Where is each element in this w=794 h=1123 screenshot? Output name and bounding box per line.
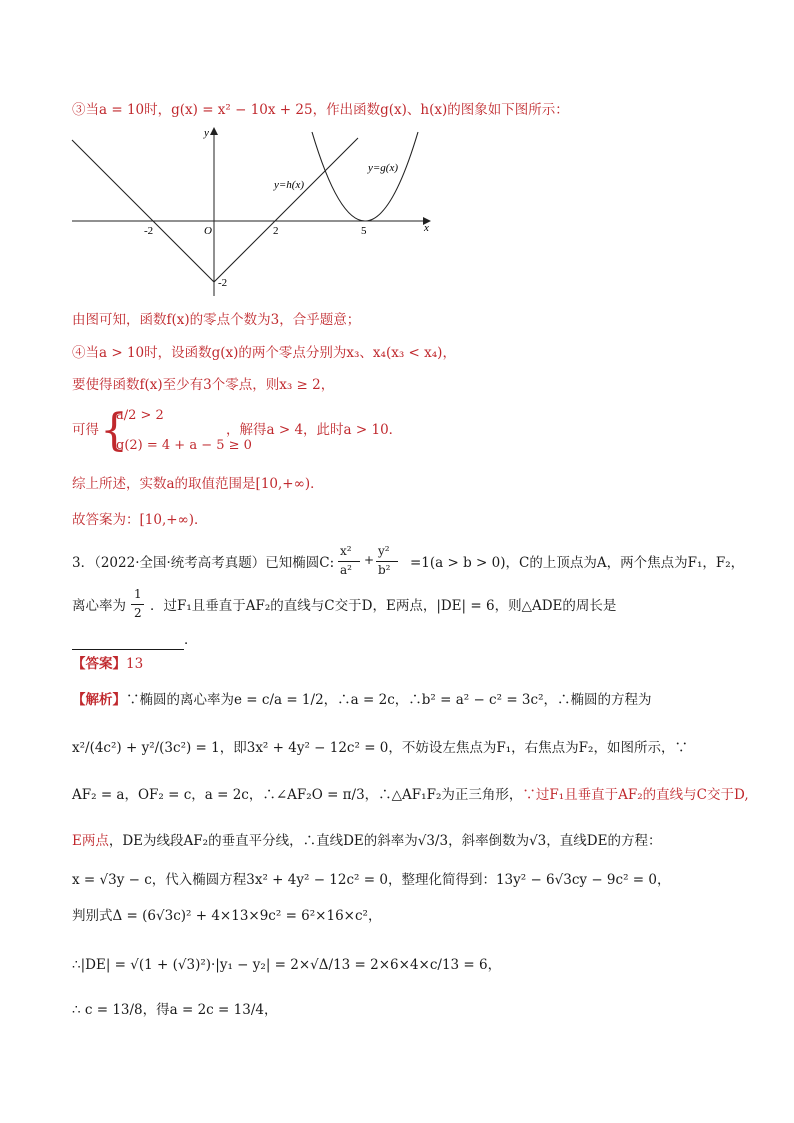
analysis-text-7: ∴|DE| = √(1 + (√3)²)·|y₁ − y₂| = 2×√Δ/13 = 2×6×4×c/13 = 6，	[72, 957, 502, 973]
system-prefix: 可得	[72, 422, 99, 438]
case-4-text: ④当a > 10时，设函数g(x)的两个零点分别为x₃、x₄(x₃ < x₄)，	[72, 345, 456, 361]
analysis-text-2: x²/(4c²) + y²/(3c²) = 1，即3x² + 4y² − 12c² = 0，不妨设左焦点为F₁，右焦点为F₂，如图所示，∵	[72, 740, 688, 756]
g-curve	[312, 132, 418, 221]
half-den: 2	[134, 606, 142, 620]
tick-5: 5	[361, 225, 367, 237]
g-label: y=g(x)	[368, 162, 399, 174]
conclusion-3: 由图可知，函数f(x)的零点个数为3，合乎题意；	[72, 312, 361, 328]
requirement-text: 要使得函数f(x)至少有3个零点，则x₃ ≥ 2，	[72, 377, 335, 393]
frac-x2-num: x²	[340, 544, 352, 558]
analysis-text-1: ∵椭圆的离心率为e = c/a = 1/2，∴a = 2c，∴b² = a² − c² = 3c²，∴椭圆的方程为	[126, 692, 652, 708]
plus-sign: +	[364, 553, 375, 567]
tick-y-neg2: -2	[218, 277, 228, 289]
eccentricity-prefix: 离心率为	[72, 598, 126, 614]
h-curve	[72, 138, 358, 282]
answer-row	[72, 654, 143, 674]
y-axis-label: y	[204, 127, 209, 139]
system-solution: ，解得a > 4，此时a > 10．	[226, 422, 403, 438]
frac-y2-num: y²	[378, 544, 390, 558]
x-axis-label: x	[424, 222, 429, 234]
analysis-row-4	[72, 831, 661, 851]
analysis-tag: 【解析】	[72, 692, 126, 708]
answer-blank	[72, 635, 184, 650]
analysis-row-3	[72, 785, 749, 805]
analysis-text-4a: E两点	[72, 833, 109, 849]
frac-a2-den: a²	[340, 563, 352, 577]
answer-tag: 【答案】	[72, 656, 126, 672]
frac-x2-bar	[338, 561, 360, 562]
problem-3-prefix: 3．（2022·全国·统考高考真题）已知椭圆C:	[72, 555, 335, 571]
function-graph	[68, 124, 438, 296]
answer-range: 故答案为：[10,+∞)．	[72, 512, 208, 528]
analysis-row	[72, 690, 651, 710]
analysis-text-3a: AF₂ = a，OF₂ = c，a = 2c，∴∠AF₂O = π/3，∴△AF₁F₂为正三角形，	[72, 787, 523, 803]
case-3-text: ③当a = 10时，g(x) = x² − 10x + 25，作出函数g(x)、h(x)的图象如下图所示：	[72, 102, 569, 118]
tick-2: 2	[273, 225, 279, 237]
half-bar	[131, 604, 144, 605]
problem-3-suffix: =1(a > b > 0)，C的上顶点为A，两个焦点为F₁，F₂，	[410, 555, 745, 571]
frac-b2-den: b²	[378, 563, 391, 577]
answer-blank-line: ．	[72, 630, 198, 650]
problem-3-question: ．过F₁且垂直于AF₂的直线与C交于D，E两点，|DE| = 6，则△ADE的周长是	[150, 598, 617, 614]
system-eq-1: a/2 > 2	[116, 408, 164, 423]
summary-range: 综上所述，实数a的取值范围是[10,+∞)．	[72, 476, 324, 492]
inequality-system	[100, 404, 252, 462]
half-fraction	[130, 587, 146, 625]
half-num: 1	[134, 587, 142, 601]
frac-y2-bar	[376, 561, 398, 562]
origin-label: O	[204, 225, 212, 237]
h-label: y=h(x)	[274, 179, 305, 191]
answer-value: 13	[126, 656, 144, 672]
analysis-text-4b: ，DE为线段AF₂的垂直平分线，∴直线DE的斜率为√3/3，斜率倒数为√3，直线DE的方程：	[108, 833, 662, 849]
analysis-text-8: ∴ c = 13/8，得a = 2c = 13/4，	[72, 1002, 278, 1018]
analysis-text-3b: ∵过F₁且垂直于AF₂的直线与C交于D,	[522, 787, 749, 803]
analysis-text-5: x = √3y − c，代入椭圆方程3x² + 4y² − 12c² = 0，整理化简得到：13y² − 6√3cy − 9c² = 0，	[72, 872, 671, 888]
analysis-text-6: 判别式Δ = (6√3c)² + 4×13×9c² = 6²×16×c²，	[72, 908, 382, 924]
system-eq-2: g(2) = 4 + a − 5 ≥ 0	[116, 438, 252, 453]
tick-neg2: -2	[144, 225, 154, 237]
system-brace: {	[100, 405, 128, 456]
ellipse-equation-fraction	[336, 544, 418, 582]
